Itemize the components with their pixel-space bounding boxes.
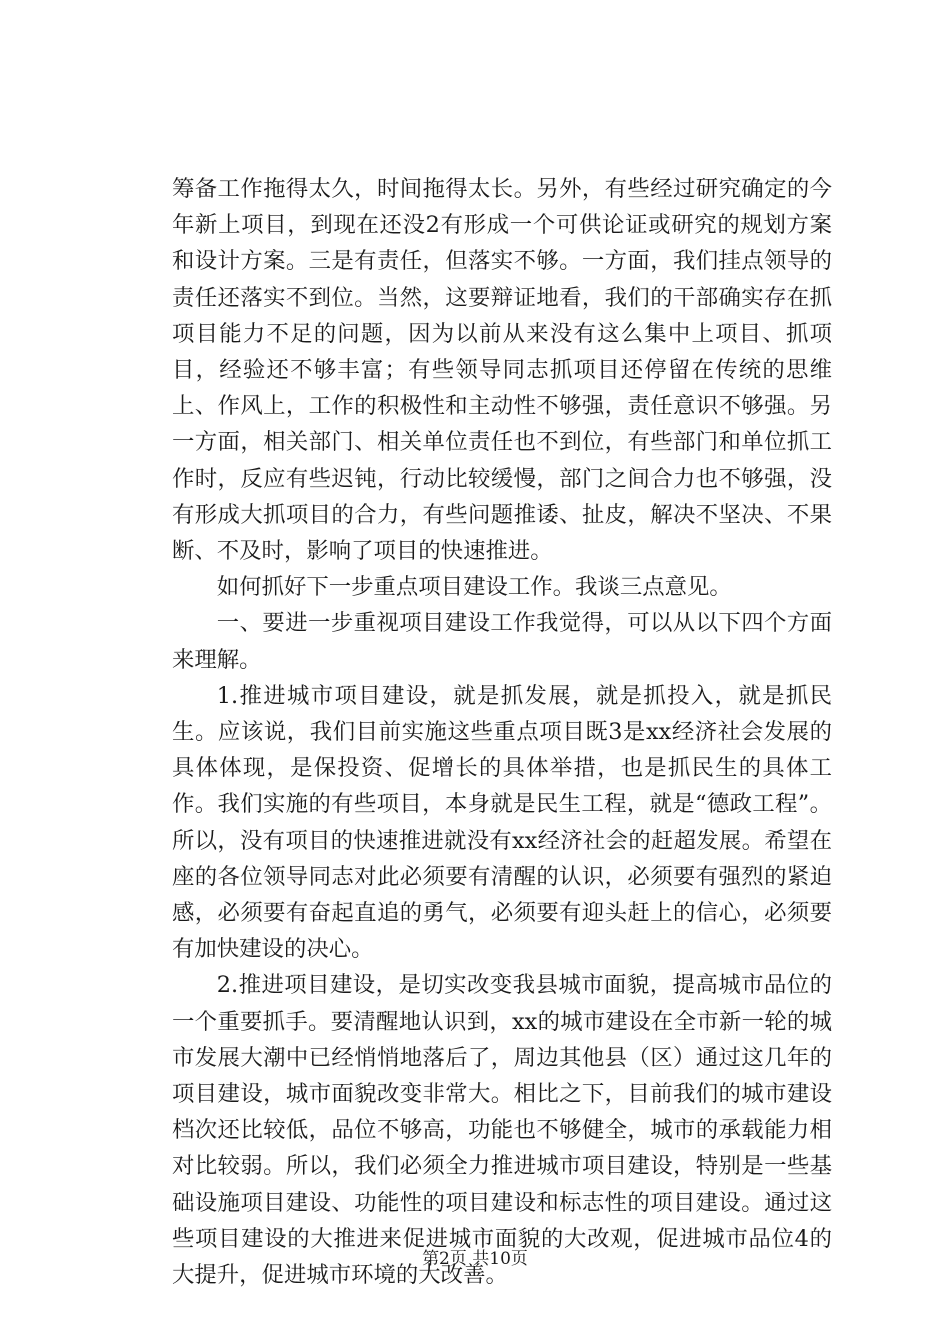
- page-footer: [0, 1244, 950, 1269]
- paragraph-2: 如何抓好下一步重点项目建设工作。我谈三点意见。: [216, 574, 732, 601]
- page-number-label: 第2页 共10页: [422, 1249, 528, 1269]
- document-body: [172, 171, 832, 1293]
- paragraph-3: 一、要进一步重视项目建设工作我觉得，可以从以下四个方面来理解。: [172, 610, 832, 673]
- paragraph-1: 筹备工作拖得太久，时间拖得太长。另外，有些经过研究确定的今年新上项目，到现在还没2有形成一个可供论证或研究的规划方案和设计方案。三是有责任，但落实不够。一方面，我们挂点领导的责任还落实不到位。当然，这要辩证地看，我们的干部确实存在抓项目能力不足的问题，因为以前从来没有这么集中上项目、抓项目，经验还不够丰富；有些领导同志抓项目还停留在传统的思维上、作风上，工作的积极性和主动性不够强，责任意识不够强。另一方面，相关部门、相关单位责任也不到位，有些部门和单位抓工作时，反应有些迟钝，行动比较缓慢，部门之间合力也不够强，没有形成大抓项目的合力，有些问题推诿、扯皮，解决不坚决、不果断、不及时，影响了项目的快速推进。: [172, 176, 832, 565]
- paragraph-4: 1.推进城市项目建设，就是抓发展，就是抓投入，就是抓民生。应该说，我们目前实施这些重点项目既3是xx经济社会发展的具体体现，是保投资、促增长的具体举措，也是抓民生的具体工作。我们实施的有些项目，本身就是民生工程，就是“德政工程”。所以，没有项目的快速推进就没有xx经济社会的赶超发展。希望在座的各位领导同志对此必须要有清醒的认识，必须要有强烈的紧迫感，必须要有奋起直追的勇气，必须要有迎头赶上的信心，必须要有加快建设的决心。: [172, 682, 832, 963]
- paragraph-5: 2.推进项目建设，是切实改变我县城市面貌，提高城市品位的一个重要抓手。要清醒地认识到，xx的城市建设在全市新一轮的城市发展大潮中已经悄悄地落后了，周边其他县（区）通过这几年的项目建设，城市面貌改变非常大。相比之下，目前我们的城市建设档次还比较低，品位不够高，功能也不够健全，城市的承载能力相对比较弱。所以，我们必须全力推进城市项目建设，特别是一些基础设施项目建设、功能性的项目建设和标志性的项目建设。通过这些项目建设的大推进来促进城市面貌的大改观，促进城市品位4的大提升，促进城市环境的大改善。: [172, 972, 832, 1289]
